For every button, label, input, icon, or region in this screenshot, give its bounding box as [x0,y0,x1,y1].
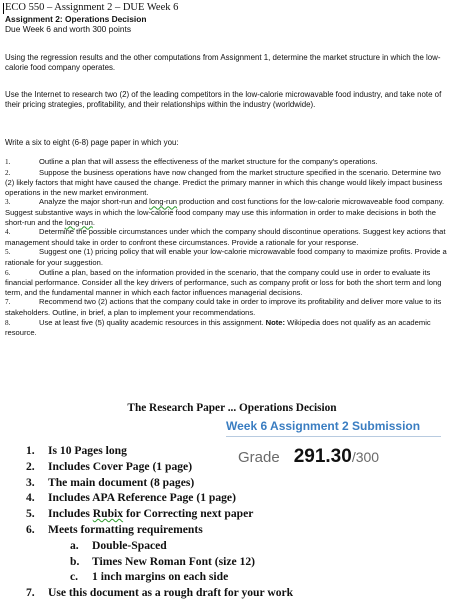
instruction-paragraph: Write a six to eight (6-8) page paper in which you: [5,138,179,147]
requirement-item [26,490,326,506]
requirements-list [26,443,326,601]
list-item [5,318,451,338]
list-item [5,247,451,267]
spellcheck-word: Rubix [92,507,124,521]
requirement-text: Use this document as a rough draft for your work [48,586,294,600]
requirement-number: 4. [26,491,35,505]
list-item-text: Suppose the business operations have now changed from the market structure specified in the scenario. Determine two (2) likely factors that might have caused the change. Predict the primary manner in which this change would likely impact business operations in the new market environment. [5,167,443,197]
grade-value: 291.30 [293,446,352,467]
list-item-text: Wikipedia does not qualify as an academic resource. [5,317,431,338]
list-item-text: Use at least five (5) quality academic resources in this assignment. [39,317,266,327]
sub-requirement-item [26,569,326,585]
requirement-number: 1. [26,444,35,457]
requirement-item [26,459,326,475]
list-number: 1. [5,158,11,166]
instruction-list [5,157,451,338]
list-number: 5. [5,248,11,257]
list-item-text: Suggest one (1) pricing policy that will enable your low-calorie microwavable food company to maximize profits. Provide a rationale for your suggestion. [5,247,447,267]
requirement-item [26,443,326,459]
requirement-text: Includes Cover Page (1 page) [48,459,193,473]
list-item-text: Analyze the major short-run and [39,197,150,207]
list-item-text: production and cost functions for the low-calorie microwaveable food company. Suggest substantive ways in which the low-calorie food company may use this information in order to make decisions in both the short-run and the [5,197,445,227]
list-number: 2. [5,168,11,177]
requirement-text: Includes [48,507,93,521]
requirement-number: 3. [26,475,35,489]
spellcheck-word: long-run [149,197,178,207]
note-label: Note: [265,317,286,327]
sub-requirement-item [26,554,326,570]
requirement-text: for Correcting next paper [123,507,254,521]
due-line: Due Week 6 and worth 300 points [5,24,132,34]
requirement-item [26,522,326,538]
grade-label: Grade [238,449,280,466]
list-item [5,268,451,298]
list-number: 3. [5,198,11,207]
document-title: ECO 550 – Assignment 2 – DUE Week 6 [5,2,179,13]
requirement-text: Includes APA Reference Page (1 page) [48,491,236,505]
requirement-text: The main document (8 pages) [48,475,195,489]
spellcheck-word: long-run [64,217,93,227]
requirement-number: 7. [26,586,35,600]
requirement-item [26,506,326,522]
requirement-number: 5. [26,507,35,521]
list-item-text: Recommend two (2) actions that the company could take in order to improve its profitability and deliver more value to its stakeholders. Outline, in brief, a plan to implement your recommendations. [5,297,442,317]
list-number: 8. [5,318,11,327]
requirement-text: Is 10 Pages long [48,444,127,457]
sub-requirement-text: Double-Spaced [92,538,167,552]
list-number: 6. [5,268,11,277]
list-number: 7. [5,298,11,307]
list-item-text: Outline a plan, based on the information provided in the scenario, that the company could use in order to evaluate its financial performance. Consider all the key drivers of performance, such as company profit or loss for both the short term and long term, and the fundamental manner in which each factor influences managerial decisions. [5,267,442,297]
sub-requirement-letter: b. [70,554,80,568]
list-item [5,157,451,168]
sub-requirement-text: Times New Roman Font (size 12) [92,554,256,568]
requirement-item [26,585,326,601]
requirement-number: 6. [26,522,35,536]
assignment-subtitle: Assignment 2: Operations Decision [5,14,147,24]
sub-requirement-letter: c. [70,570,79,584]
document-header [5,2,445,34]
list-item [5,197,451,227]
sub-requirement-item [26,538,326,554]
list-item-text: Outline a plan that will assess the effectiveness of the market structure for the company's operations. [39,157,378,166]
list-item-text: . [92,217,95,227]
list-item-text: Determine the possible circumstances under which the company should discontinue operations. Suggest key actions that management should take in order to confront these circumstances. Provide a rationale for your response. [5,227,446,247]
requirement-text: Meets formatting requirements [48,522,203,536]
list-number: 4. [5,228,11,237]
requirement-item [26,475,326,491]
text-cursor [3,3,4,14]
sub-requirement-text: 1 inch margins on each side [92,570,229,584]
submission-divider [226,436,441,437]
submission-title: Week 6 Assignment 2 Submission [226,419,421,433]
requirement-number: 2. [26,459,35,473]
research-paragraph: Use the Internet to research two (2) of the leading competitors in the low-calorie microwavable food industry, and take note of their pricing strategies, profitability, and their relationships within the industry (worldwide). [5,90,442,109]
list-item [5,297,451,317]
sub-requirement-letter: a. [70,538,79,552]
list-item [5,227,451,247]
research-paper-heading: The Research Paper ... Operations Decision [127,402,337,414]
intro-paragraph: Using the regression results and the other computations from Assignment 1, determine the market structure in which the low-calorie food company operates. [5,53,441,72]
grade-max: /300 [351,449,380,465]
list-item [5,168,451,198]
